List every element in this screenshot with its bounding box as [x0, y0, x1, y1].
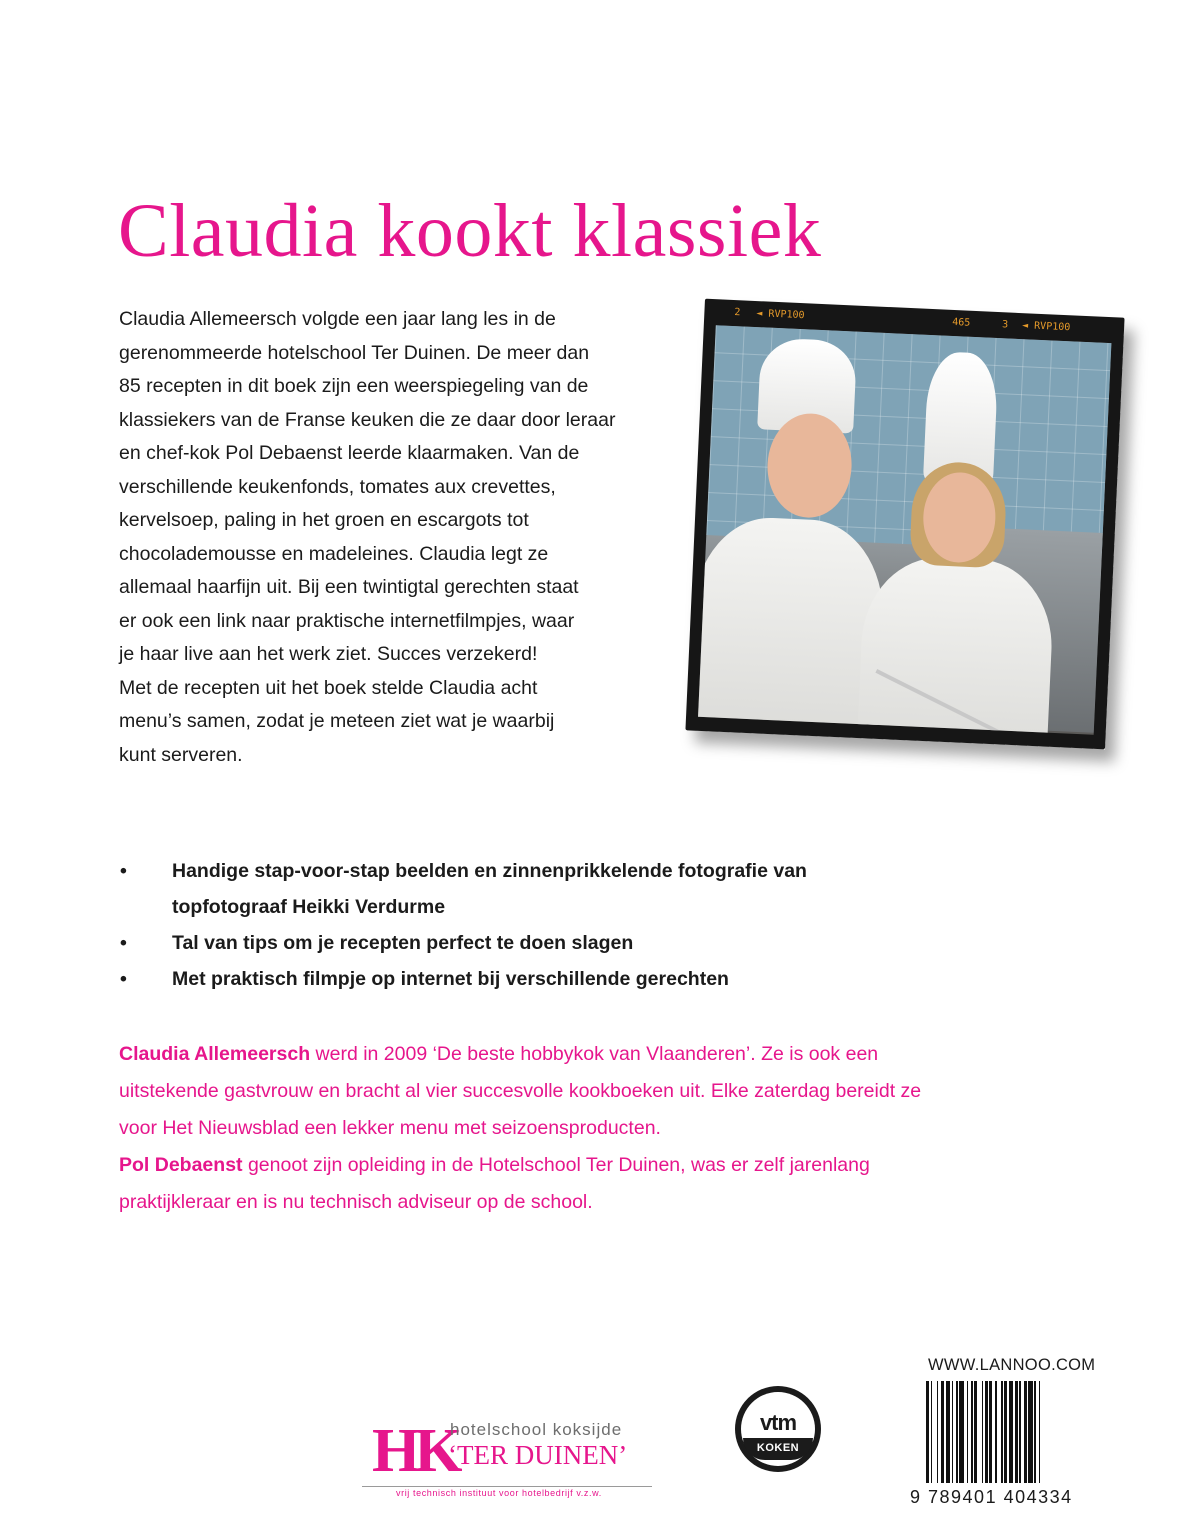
chef-name: Pol Debaenst: [119, 1154, 243, 1176]
barcode: [926, 1381, 1112, 1483]
intro-line: chocolademousse en madeleines. Claudia legt ze: [119, 542, 549, 565]
divider: [362, 1486, 652, 1487]
intro-line: 85 recepten in dit boek zijn een weerspiegeling van de: [119, 375, 589, 397]
bio-text: genoot zijn opleiding in de Hotelschool Ter Duinen, was er zelf jarenlang: [242, 1154, 870, 1176]
chefs-photo: [685, 299, 1124, 750]
intro-line: menu’s samen, zodat je meteen ziet wat je waarbij: [119, 710, 555, 732]
intro-line: gerenommeerde hotelschool Ter Duinen. De meer dan: [119, 341, 590, 364]
bio-text: werd in 2009 ‘De beste hobbykok van Vlaanderen’. Ze is ook een: [310, 1043, 879, 1065]
vtm-band: KOKEN: [743, 1438, 813, 1460]
isbn-number: 9 789401 404334: [910, 1487, 1073, 1507]
feature-item: [120, 925, 1020, 961]
barcode-bar: [1040, 1381, 1043, 1483]
feature-text: Met praktisch filmpje op internet bij verschillende gerechten: [172, 968, 729, 990]
intro-line: Met de recepten uit het boek stelde Claudia acht: [119, 676, 538, 699]
publisher-url: WWW.LANNOO.COM: [928, 1356, 1096, 1374]
film-code: ◄ RVP100: [756, 308, 805, 322]
bio-line: uitstekende gastvrouw en bracht al vier succesvolle kookboeken uit. Elke zaterdag bereidt ze: [119, 1080, 922, 1102]
film-code: ◄ RVP100: [1021, 320, 1071, 334]
bio-line: [119, 1036, 1079, 1073]
hotelschool-tagline: hotelschool koksijde: [450, 1420, 623, 1439]
intro-line: je haar live aan het werk ziet. Succes verzekerd!: [119, 643, 538, 665]
feature-item: [120, 853, 1020, 925]
film-frame: [685, 299, 1124, 750]
intro-line: er ook een link naar praktische internetfilmpjes, waar: [119, 609, 575, 632]
feature-text: topfotograaf Heikki Verdurme: [172, 896, 446, 918]
intro-line: en chef-kok Pol Debaenst leerde klaarmaken. Van de: [119, 442, 580, 464]
author-bio: [119, 1036, 1079, 1221]
intro-line: kunt serveren.: [119, 743, 243, 766]
film-code: 2: [734, 307, 741, 319]
bio-line: [119, 1147, 1079, 1184]
hotelschool-logo: [362, 1408, 652, 1498]
bio-line: voor Het Nieuwsblad een lekker menu met seizoensproducten.: [119, 1117, 661, 1139]
intro-line: allemaal haarfijn uit. Bij een twintigtal gerechten staat: [119, 576, 579, 598]
vtm-mark: vtm: [759, 1410, 797, 1435]
bullet-icon: •: [120, 860, 127, 882]
film-code: 465: [951, 316, 971, 329]
intro-line: klassiekers van de Franse keuken die ze daar door leraar: [119, 408, 616, 431]
hotelschool-name: ‘TER DUINEN’: [448, 1440, 628, 1470]
photo-image: [698, 325, 1111, 735]
intro-text: [119, 303, 719, 772]
intro-line: Claudia Allemeersch volgde een jaar lang les in de: [119, 308, 556, 330]
intro-line: verschillende keukenfonds, tomates aux crevettes,: [119, 475, 556, 498]
vtm-koken-logo: [735, 1386, 821, 1472]
bio-line: praktijkleraar en is nu technisch adviseur op de school.: [119, 1191, 593, 1213]
intro-line: kervelsoep, paling in het groen en escargots tot: [119, 509, 529, 531]
book-title: Claudia kookt klassiek: [118, 189, 822, 273]
film-code: 3: [1001, 319, 1009, 331]
bullet-icon: •: [120, 932, 127, 954]
bullet-icon: •: [120, 968, 127, 990]
hotelschool-subtitle: vrij technisch instituut voor hotelbedrijf v.z.w.: [396, 1488, 602, 1498]
feature-text: Tal van tips om je recepten perfect te doen slagen: [172, 932, 634, 954]
feature-text: Handige stap-voor-stap beelden en zinnenprikkelende fotografie van: [172, 860, 807, 882]
hk-mark: HK: [372, 1417, 457, 1485]
feature-list: [120, 853, 1020, 997]
author-name: Claudia Allemeersch: [119, 1043, 311, 1065]
feature-item: [120, 961, 1020, 997]
